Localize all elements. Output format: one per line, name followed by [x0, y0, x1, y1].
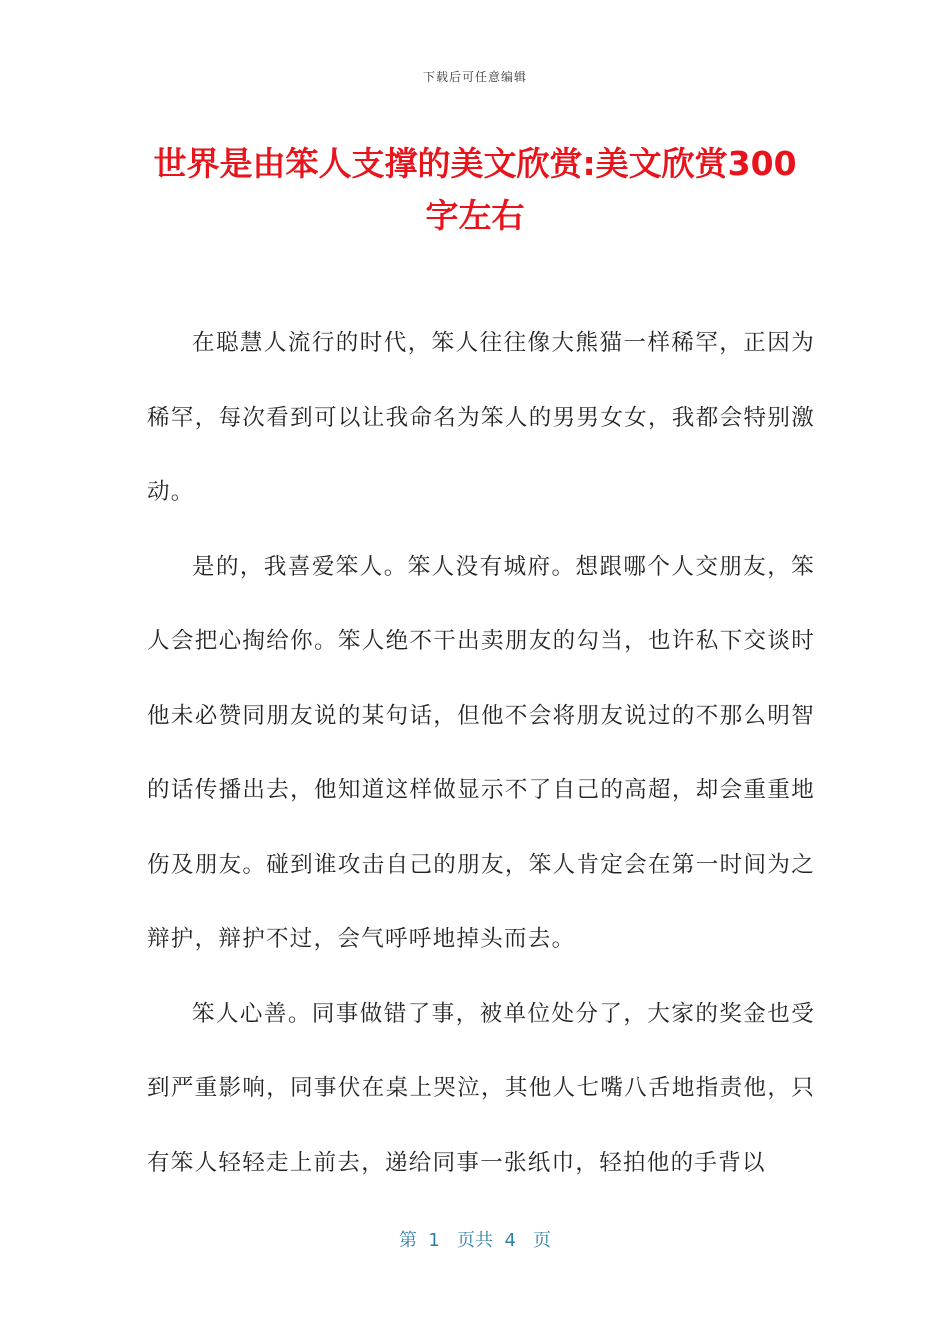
- paragraph-1: 在聪慧人流行的时代，笨人往往像大熊猫一样稀罕，正因为稀罕，每次看到可以让我命名为笨人的男男女女，我都会特别激动。: [147, 330, 815, 505]
- document-body: [147, 306, 815, 1200]
- header-note: 下载后可任意编辑: [422, 70, 527, 84]
- paragraph-3: 笨人心善。同事做错了事，被单位处分了，大家的奖金也受到严重影响，同事伏在桌上哭泣，其他人七嘴八舌地指责他，只有笨人轻轻走上前去，递给同事一张纸巾，轻拍他的手背以: [147, 1000, 815, 1176]
- paragraph-2: 是的，我喜爱笨人。笨人没有城府。想跟哪个人交朋友，笨人会把心掏给你。笨人绝不干出卖朋友的勾当，也许私下交谈时他未必赞同朋友说的某句话，但他不会将朋友说过的不那么明智的话传播出去，他知道这样做显示不了自己的高超，却会重重地伤及朋友。碰到谁攻击自己的朋友，笨人肯定会在第一时间为之辩护，辩护不过，会气呼呼地掉头而去。: [147, 553, 815, 952]
- page-number-footer: 第 1 页共 4 页: [398, 1230, 552, 1251]
- document-title: 世界是由笨人支撑的美文欣赏:美文欣赏300字左右: [153, 144, 797, 235]
